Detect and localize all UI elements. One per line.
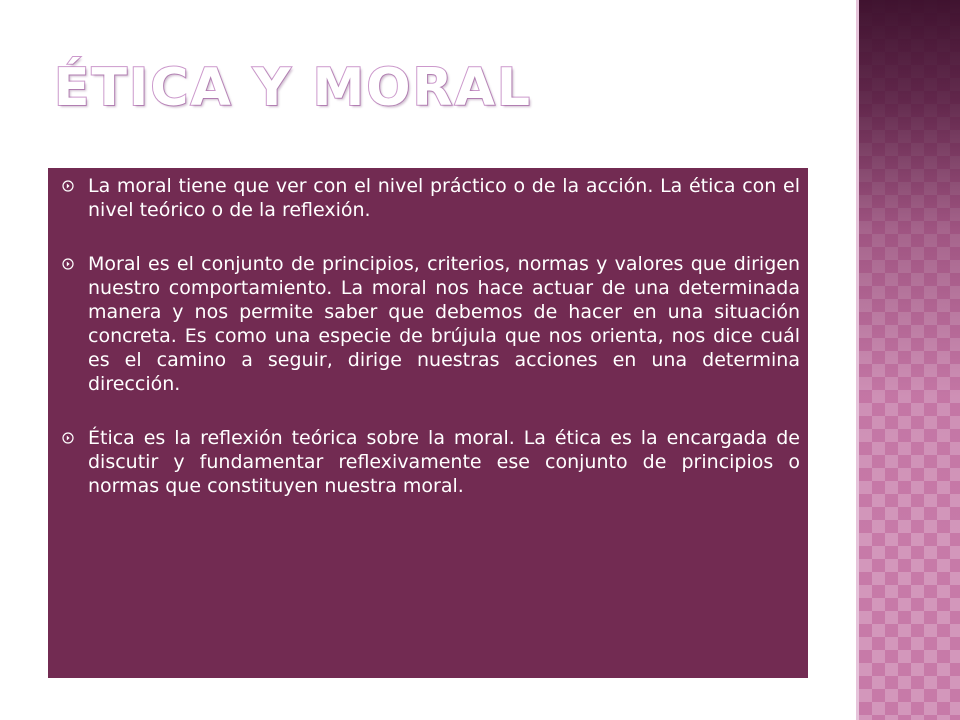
bullet-text: Ética es la reflexión teórica sobre la moral. La ética es la encargada de discutir y fundamentar reflexivamente ese conjunto de principios o normas que constituyen nuestra moral. (88, 427, 800, 497)
bullet-item (62, 426, 800, 498)
circled-arrow-icon (62, 180, 74, 192)
decorative-pattern-strip (856, 0, 960, 720)
circled-arrow-icon (62, 258, 74, 270)
bullet-text: La moral tiene que ver con el nivel práctico o de la acción. La ética con el nivel teórico o de la reflexión. (88, 175, 800, 221)
bullet-text: Moral es el conjunto de principios, criterios, normas y valores que dirigen nuestro comportamiento. La moral nos hace actuar de una determinada manera y nos permite saber que debemos de hacer en una situación concreta. Es como una especie de brújula que nos orienta, nos dice cuál es el camino a seguir, dirige nuestras acciones en una determina dirección. (88, 253, 800, 395)
slide-title: ÉTICA Y MORAL (54, 58, 532, 118)
bullet-list (62, 174, 800, 498)
bullet-item (62, 174, 800, 222)
content-box (48, 168, 808, 678)
bullet-item (62, 252, 800, 396)
circled-arrow-icon (62, 432, 74, 444)
